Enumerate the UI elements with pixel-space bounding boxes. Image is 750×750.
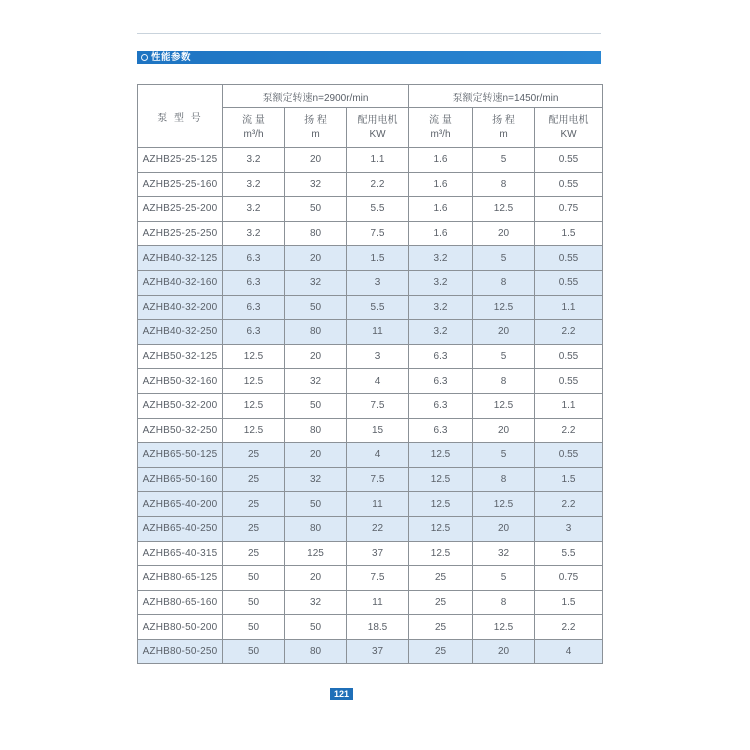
value-cell: 25 [223, 443, 285, 468]
value-cell: 12.5 [223, 393, 285, 418]
value-cell: 5.5 [535, 541, 603, 566]
value-cell: 3 [535, 516, 603, 541]
value-cell: 1.5 [535, 590, 603, 615]
value-cell: 7.5 [347, 566, 409, 591]
value-cell: 12.5 [409, 541, 473, 566]
value-cell: 20 [473, 516, 535, 541]
value-cell: 20 [285, 148, 347, 173]
header-unit-cell [223, 108, 285, 148]
model-cell: AZHB65-50-160 [138, 467, 223, 492]
value-cell: 32 [285, 270, 347, 295]
value-cell: 1.1 [347, 148, 409, 173]
value-cell: 80 [285, 639, 347, 664]
value-cell: 6.3 [409, 393, 473, 418]
value-cell: 7.5 [347, 467, 409, 492]
value-cell: 0.75 [535, 566, 603, 591]
value-cell: 3.2 [223, 172, 285, 197]
table-row [138, 418, 603, 443]
table-row [138, 270, 603, 295]
model-cell: AZHB80-50-200 [138, 615, 223, 640]
table-row [138, 566, 603, 591]
circle-bullet-icon [141, 54, 148, 61]
model-cell: AZHB65-40-250 [138, 516, 223, 541]
header-model: 泵 型 号 [138, 85, 223, 148]
table-row [138, 197, 603, 222]
value-cell: 1.1 [535, 295, 603, 320]
model-cell: AZHB50-32-200 [138, 393, 223, 418]
value-cell: 18.5 [347, 615, 409, 640]
top-divider [137, 33, 601, 34]
value-cell: 80 [285, 516, 347, 541]
value-cell: 12.5 [409, 467, 473, 492]
value-cell: 5 [473, 344, 535, 369]
model-cell: AZHB40-32-250 [138, 320, 223, 345]
model-cell: AZHB65-40-315 [138, 541, 223, 566]
value-cell: 11 [347, 320, 409, 345]
value-cell: 2.2 [347, 172, 409, 197]
model-cell: AZHB25-25-160 [138, 172, 223, 197]
value-cell: 5.5 [347, 295, 409, 320]
value-cell: 12.5 [223, 369, 285, 394]
header-unit-cell [347, 108, 409, 148]
value-cell: 125 [285, 541, 347, 566]
value-cell: 5 [473, 443, 535, 468]
table-row [138, 516, 603, 541]
value-cell: 25 [409, 615, 473, 640]
value-cell: 80 [285, 320, 347, 345]
value-cell: 1.6 [409, 221, 473, 246]
value-cell: 3.2 [223, 221, 285, 246]
value-cell: 25 [223, 516, 285, 541]
value-cell: 37 [347, 541, 409, 566]
value-cell: 1.6 [409, 197, 473, 222]
value-cell: 5.5 [347, 197, 409, 222]
value-cell: 12.5 [409, 516, 473, 541]
value-cell: 12.5 [223, 344, 285, 369]
value-cell: 32 [285, 590, 347, 615]
value-cell: 1.5 [535, 467, 603, 492]
value-cell: 0.55 [535, 443, 603, 468]
value-cell: 1.1 [535, 393, 603, 418]
header-speed-1450: 泵额定转速n=1450r/min [409, 85, 603, 108]
value-cell: 8 [473, 172, 535, 197]
value-cell: 32 [285, 467, 347, 492]
value-cell: 0.75 [535, 197, 603, 222]
table-row [138, 541, 603, 566]
table-row [138, 467, 603, 492]
model-cell: AZHB40-32-125 [138, 246, 223, 271]
table-row [138, 443, 603, 468]
value-cell: 2.2 [535, 492, 603, 517]
value-cell: 20 [473, 639, 535, 664]
value-cell: 3.2 [409, 246, 473, 271]
header-unit-symbol: m [311, 128, 320, 140]
value-cell: 20 [285, 443, 347, 468]
header-unit-label: 流 量 [242, 114, 265, 126]
table-row [138, 172, 603, 197]
header-unit-symbol: KW [560, 128, 577, 140]
value-cell: 0.55 [535, 246, 603, 271]
table-row [138, 615, 603, 640]
value-cell: 0.55 [535, 172, 603, 197]
value-cell: 12.5 [409, 492, 473, 517]
table-row [138, 393, 603, 418]
table-row [138, 246, 603, 271]
value-cell: 6.3 [409, 418, 473, 443]
value-cell: 50 [223, 639, 285, 664]
value-cell: 20 [473, 221, 535, 246]
value-cell: 1.5 [347, 246, 409, 271]
header-unit-symbol: m³/h [430, 128, 451, 140]
page-number: 121 [330, 688, 353, 700]
value-cell: 8 [473, 369, 535, 394]
header-unit-cell [285, 108, 347, 148]
value-cell: 50 [223, 566, 285, 591]
table-row [138, 295, 603, 320]
value-cell: 3.2 [409, 295, 473, 320]
header-unit-cell [535, 108, 603, 148]
value-cell: 25 [223, 541, 285, 566]
value-cell: 50 [285, 295, 347, 320]
table-row [138, 369, 603, 394]
table-row [138, 221, 603, 246]
value-cell: 0.55 [535, 369, 603, 394]
header-unit-label: 流 量 [429, 114, 452, 126]
model-cell: AZHB25-25-250 [138, 221, 223, 246]
section-title: 性能参数 [151, 52, 192, 63]
value-cell: 3.2 [223, 197, 285, 222]
value-cell: 6.3 [223, 295, 285, 320]
value-cell: 25 [223, 467, 285, 492]
header-speed-2900: 泵额定转速n=2900r/min [223, 85, 409, 108]
model-cell: AZHB65-50-125 [138, 443, 223, 468]
value-cell: 2.2 [535, 320, 603, 345]
model-cell: AZHB50-32-250 [138, 418, 223, 443]
value-cell: 25 [409, 566, 473, 591]
value-cell: 25 [409, 639, 473, 664]
value-cell: 12.5 [409, 443, 473, 468]
table-body [138, 148, 603, 664]
value-cell: 50 [285, 197, 347, 222]
value-cell: 5 [473, 566, 535, 591]
value-cell: 6.3 [223, 246, 285, 271]
value-cell: 12.5 [223, 418, 285, 443]
section-header [137, 51, 601, 64]
model-cell: AZHB80-65-160 [138, 590, 223, 615]
header-unit-label: 扬 程 [492, 114, 515, 126]
value-cell: 8 [473, 270, 535, 295]
value-cell: 3 [347, 344, 409, 369]
value-cell: 12.5 [473, 197, 535, 222]
value-cell: 5 [473, 148, 535, 173]
header-unit-cell [473, 108, 535, 148]
header-unit-symbol: KW [369, 128, 386, 140]
model-cell: AZHB65-40-200 [138, 492, 223, 517]
table-row [138, 492, 603, 517]
value-cell: 8 [473, 467, 535, 492]
value-cell: 6.3 [223, 320, 285, 345]
value-cell: 11 [347, 590, 409, 615]
value-cell: 32 [473, 541, 535, 566]
header-unit-label: 配用电机 [548, 114, 589, 126]
value-cell: 32 [285, 369, 347, 394]
value-cell: 1.6 [409, 172, 473, 197]
value-cell: 0.55 [535, 148, 603, 173]
value-cell: 50 [285, 492, 347, 517]
header-unit-symbol: m³/h [243, 128, 264, 140]
value-cell: 3 [347, 270, 409, 295]
value-cell: 12.5 [473, 295, 535, 320]
value-cell: 5 [473, 246, 535, 271]
value-cell: 3.2 [409, 270, 473, 295]
value-cell: 1.5 [535, 221, 603, 246]
value-cell: 4 [347, 369, 409, 394]
value-cell: 6.3 [409, 344, 473, 369]
model-cell: AZHB40-32-200 [138, 295, 223, 320]
table-row [138, 320, 603, 345]
value-cell: 7.5 [347, 393, 409, 418]
value-cell: 12.5 [473, 492, 535, 517]
value-cell: 20 [285, 344, 347, 369]
value-cell: 50 [223, 615, 285, 640]
value-cell: 12.5 [473, 393, 535, 418]
value-cell: 20 [473, 320, 535, 345]
performance-table [137, 84, 603, 664]
value-cell: 25 [409, 590, 473, 615]
value-cell: 3.2 [409, 320, 473, 345]
value-cell: 50 [223, 590, 285, 615]
value-cell: 2.2 [535, 615, 603, 640]
model-cell: AZHB50-32-125 [138, 344, 223, 369]
value-cell: 2.2 [535, 418, 603, 443]
value-cell: 6.3 [223, 270, 285, 295]
header-unit-symbol: m [499, 128, 508, 140]
value-cell: 20 [285, 246, 347, 271]
value-cell: 4 [535, 639, 603, 664]
table-row [138, 344, 603, 369]
table-row [138, 590, 603, 615]
header-unit-cell [409, 108, 473, 148]
table-row [138, 148, 603, 173]
value-cell: 80 [285, 221, 347, 246]
value-cell: 32 [285, 172, 347, 197]
value-cell: 37 [347, 639, 409, 664]
value-cell: 3.2 [223, 148, 285, 173]
value-cell: 11 [347, 492, 409, 517]
value-cell: 20 [473, 418, 535, 443]
model-cell: AZHB80-50-250 [138, 639, 223, 664]
model-cell: AZHB25-25-125 [138, 148, 223, 173]
model-cell: AZHB80-65-125 [138, 566, 223, 591]
table-row [138, 639, 603, 664]
value-cell: 15 [347, 418, 409, 443]
header-unit-label: 配用电机 [357, 114, 398, 126]
model-cell: AZHB25-25-200 [138, 197, 223, 222]
value-cell: 12.5 [473, 615, 535, 640]
model-cell: AZHB50-32-160 [138, 369, 223, 394]
value-cell: 20 [285, 566, 347, 591]
value-cell: 1.6 [409, 148, 473, 173]
model-cell: AZHB40-32-160 [138, 270, 223, 295]
value-cell: 7.5 [347, 221, 409, 246]
value-cell: 22 [347, 516, 409, 541]
value-cell: 0.55 [535, 270, 603, 295]
header-unit-label: 扬 程 [304, 114, 327, 126]
value-cell: 80 [285, 418, 347, 443]
value-cell: 50 [285, 393, 347, 418]
value-cell: 8 [473, 590, 535, 615]
header-row-groups [138, 85, 603, 108]
value-cell: 0.55 [535, 344, 603, 369]
value-cell: 25 [223, 492, 285, 517]
value-cell: 50 [285, 615, 347, 640]
value-cell: 4 [347, 443, 409, 468]
value-cell: 6.3 [409, 369, 473, 394]
